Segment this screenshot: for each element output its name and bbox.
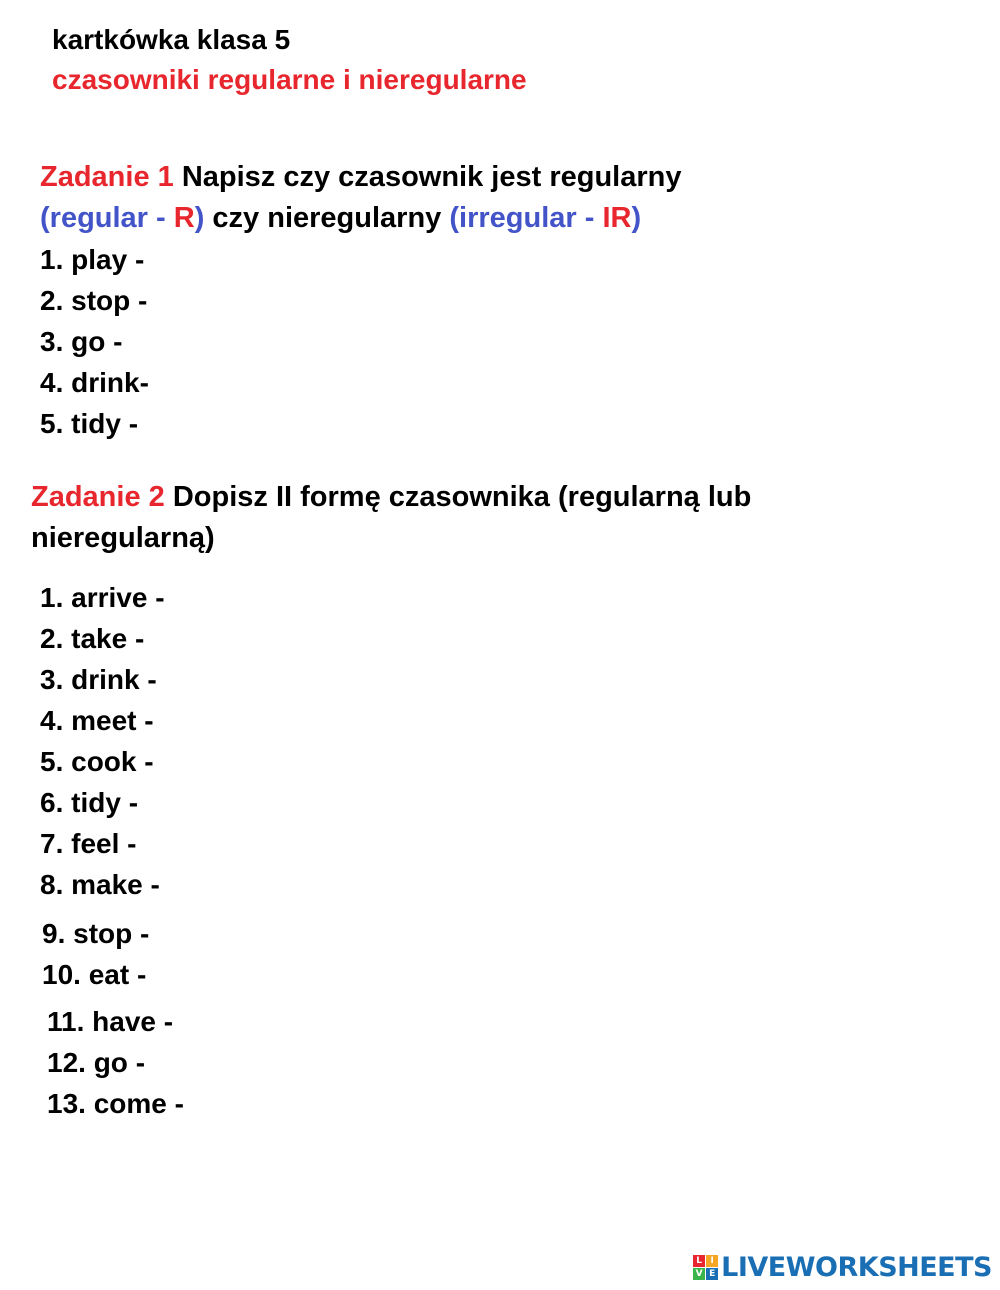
irregular-hint-close: ) xyxy=(631,202,642,234)
task2-item: 5. cook - xyxy=(40,746,154,777)
regular-hint-close: ) xyxy=(194,202,205,234)
task2-instruction: Dopisz II formę czasownika (regularną lub xyxy=(164,481,752,513)
task1-item: 4. drink- xyxy=(40,367,149,398)
regular-hint-open: (regular - xyxy=(40,202,174,234)
task2-item: 7. feel - xyxy=(40,828,137,859)
logo-letter: I xyxy=(706,1255,718,1267)
task1-heading-line2 xyxy=(40,198,641,239)
task2-item: 3. drink - xyxy=(40,664,157,695)
task1-instruction: Napisz czy czasownik jest regularny xyxy=(173,161,682,193)
task1-item: 5. tidy - xyxy=(40,408,139,439)
task2-item: 4. meet - xyxy=(40,705,154,736)
task2-item: 6. tidy - xyxy=(40,787,139,818)
liveworksheets-logo[interactable] xyxy=(693,1252,992,1283)
task2-item: 10. eat - xyxy=(42,959,147,990)
task2-item: 1. arrive - xyxy=(40,582,165,613)
task2-heading xyxy=(31,477,751,518)
task2-label: Zadanie 2 xyxy=(31,481,165,513)
irregular-code: IR xyxy=(602,202,632,234)
task1-item: 1. play - xyxy=(40,244,145,275)
task1-label: Zadanie 1 xyxy=(40,161,174,193)
logo-letter: E xyxy=(706,1268,718,1280)
worksheet-title: kartkówka klasa 5 xyxy=(52,24,291,55)
irregular-hint-open: (irregular - xyxy=(449,202,603,234)
task2-item: 9. stop - xyxy=(42,918,150,949)
task1-item: 3. go - xyxy=(40,326,123,357)
regular-code: R xyxy=(173,202,195,234)
logo-letter: V xyxy=(693,1268,705,1280)
logo-text: LIVEWORKSHEETS xyxy=(721,1252,992,1283)
task2-item: 11. have - xyxy=(47,1006,174,1037)
task1-heading xyxy=(40,157,681,198)
task1-item: 2. stop - xyxy=(40,285,148,316)
task2-instruction-line2: nieregularną) xyxy=(31,522,215,554)
logo-mark-icon xyxy=(693,1255,718,1280)
task2-item: 13. come - xyxy=(47,1088,184,1119)
task2-item: 2. take - xyxy=(40,623,145,654)
worksheet-subtitle: czasowniki regularne i nieregularne xyxy=(52,64,527,95)
task2-item: 12. go - xyxy=(47,1047,146,1078)
task1-middle-text: czy nieregularny xyxy=(204,202,450,234)
logo-letter: L xyxy=(693,1255,705,1267)
task2-item: 8. make - xyxy=(40,869,160,900)
